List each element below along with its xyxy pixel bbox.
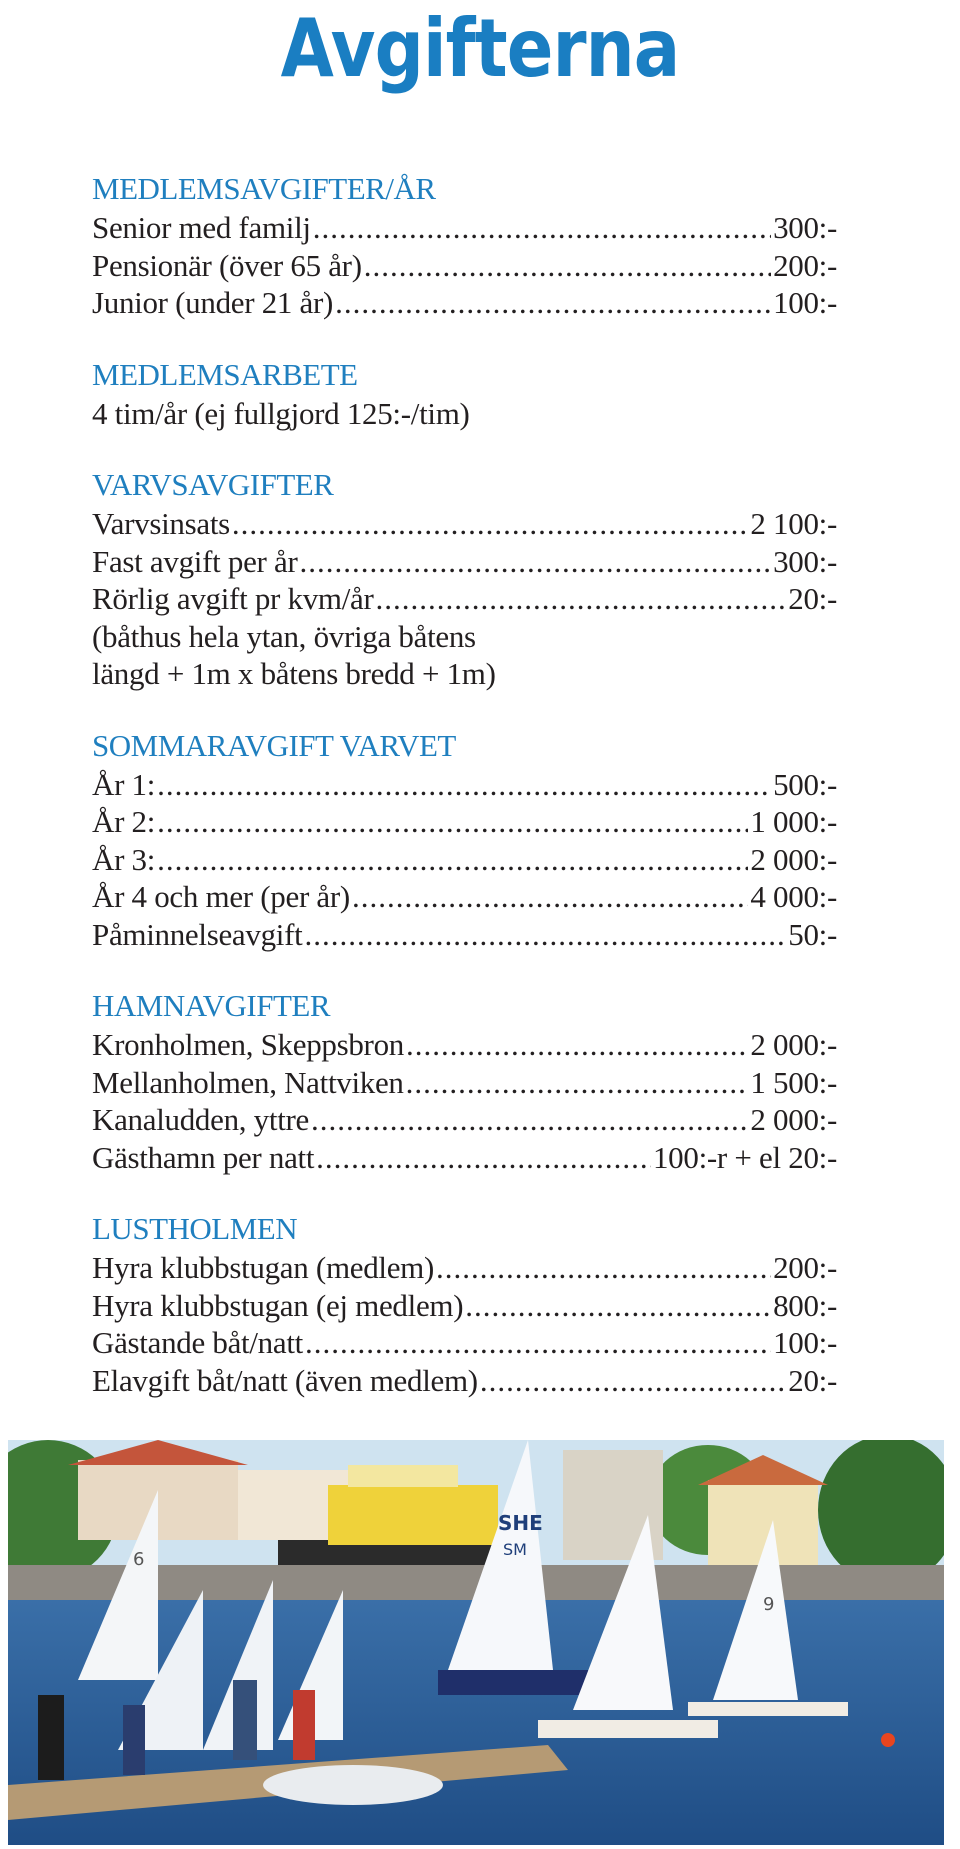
dot-leader <box>316 1139 651 1177</box>
section-heading: SOMMARAVGIFT VARVET <box>92 727 456 763</box>
fee-price: 50:- <box>788 916 837 952</box>
fee-price: 4 000:- <box>750 879 837 914</box>
fee-price: 2 100:- <box>750 506 837 541</box>
fee-section <box>92 1210 837 1399</box>
fee-label: Gästande båt/natt <box>92 1325 303 1360</box>
harbor-photo <box>8 1440 944 1845</box>
fee-price: 800:- <box>773 1287 837 1323</box>
dot-leader <box>352 878 748 916</box>
fee-row <box>92 284 837 322</box>
person <box>123 1705 145 1775</box>
fee-row <box>92 543 837 581</box>
sail-number: SHE <box>498 1511 543 1535</box>
fee-note: 4 tim/år (ej fullgjord 125:-/tim) <box>92 395 470 431</box>
fee-price: 100:- <box>773 1325 837 1360</box>
fee-row <box>92 580 837 618</box>
fee-list <box>92 170 837 1433</box>
sailboats-illustration <box>8 1440 944 1845</box>
fee-row <box>92 505 837 543</box>
fee-section <box>92 356 837 433</box>
fee-price: 100:-r + el 20:- <box>652 1139 837 1175</box>
fee-price: 300:- <box>773 543 837 579</box>
fee-label: Junior (under 21 år) <box>92 285 334 320</box>
section-heading: HAMNAVGIFTER <box>92 988 331 1023</box>
fee-price: 200:- <box>773 247 837 283</box>
person <box>293 1690 315 1760</box>
fee-section <box>92 466 837 693</box>
dot-leader <box>465 1287 771 1325</box>
fee-price: 2 000:- <box>750 1027 837 1062</box>
fee-section <box>92 987 837 1176</box>
fee-label: Mellanholmen, Nattviken <box>92 1064 404 1100</box>
section-heading: LUSTHOLMEN <box>92 1211 298 1246</box>
dot-leader <box>157 841 748 879</box>
fee-row <box>92 1249 837 1287</box>
page-title: Avgifterna <box>280 2 680 95</box>
fee-price: 500:- <box>773 766 837 802</box>
fee-section <box>92 727 837 954</box>
sail-number: SM <box>503 1540 527 1559</box>
sail-number: 6 <box>133 1549 145 1570</box>
fee-label: Kronholmen, Skeppsbron <box>92 1027 404 1062</box>
buoy <box>881 1733 895 1747</box>
fee-price: 200:- <box>773 1250 837 1285</box>
ship-superstructure <box>328 1485 498 1545</box>
dot-leader <box>406 1064 749 1102</box>
fee-note: (båthus hela ytan, övriga båtens <box>92 618 476 654</box>
fee-label: Hyra klubbstugan (ej medlem) <box>92 1287 464 1323</box>
fee-row <box>92 878 837 916</box>
dot-leader <box>232 505 748 543</box>
fee-row <box>92 1139 837 1177</box>
fee-row <box>92 1324 837 1362</box>
dot-leader <box>406 1026 748 1064</box>
fee-price: 1 500:- <box>750 1064 837 1100</box>
fee-row <box>92 1026 837 1064</box>
fee-label: Påminnelseavgift <box>92 916 303 952</box>
section-heading: MEDLEMSARBETE <box>92 356 358 392</box>
ship-bridge <box>348 1465 458 1487</box>
boat-hull <box>538 1720 718 1738</box>
dot-leader <box>436 1249 771 1287</box>
fee-price: 2 000:- <box>750 1102 837 1137</box>
sail-number: 9 <box>763 1594 775 1615</box>
fee-row <box>92 1362 837 1400</box>
boat-hull <box>688 1702 848 1716</box>
dot-leader <box>311 1101 748 1139</box>
section-heading: MEDLEMSAVGIFTER/ÅR <box>92 171 436 206</box>
fee-row <box>92 247 837 285</box>
fee-label: Pensionär (över 65 år) <box>92 247 362 283</box>
fee-price: 300:- <box>773 210 837 245</box>
person <box>233 1680 257 1760</box>
fee-price: 100:- <box>773 285 837 320</box>
fee-label: År 3: <box>92 841 156 877</box>
boat-hull <box>438 1670 588 1695</box>
fee-row <box>92 841 837 879</box>
dot-leader <box>305 1324 771 1362</box>
fee-label: Elavgift båt/natt (även medlem) <box>92 1362 478 1398</box>
fee-row <box>92 209 837 247</box>
dot-leader <box>335 284 771 322</box>
fee-row <box>92 1287 837 1325</box>
dot-leader <box>364 247 771 285</box>
fee-label: Varvsinsats <box>92 506 230 541</box>
fee-label: Senior med familj <box>92 210 311 245</box>
fee-label: Gästhamn per natt <box>92 1139 315 1175</box>
fee-label: Rörlig avgift pr kvm/år <box>92 581 374 616</box>
dot-leader <box>157 803 748 841</box>
fee-label: År 4 och mer (per år) <box>92 879 350 914</box>
person <box>38 1695 64 1780</box>
fee-section <box>92 170 837 322</box>
fee-note: längd + 1m x båtens bredd + 1m) <box>92 656 496 691</box>
dot-leader <box>313 209 771 247</box>
fee-row <box>92 1101 837 1139</box>
fee-row <box>92 1064 837 1102</box>
fee-price: 1 000:- <box>750 804 837 839</box>
fee-label: Hyra klubbstugan (medlem) <box>92 1250 435 1285</box>
fee-row <box>92 766 837 804</box>
dinghy <box>263 1765 443 1805</box>
dot-leader <box>480 1362 786 1400</box>
fee-label: Kanaludden, yttre <box>92 1102 309 1137</box>
dot-leader <box>304 916 786 954</box>
fee-price: 20:- <box>788 581 837 616</box>
fee-price: 20:- <box>788 1362 837 1398</box>
section-heading: VARVSAVGIFTER <box>92 467 334 502</box>
fee-price: 2 000:- <box>750 841 837 877</box>
dot-leader <box>376 580 787 618</box>
fee-label: Fast avgift per år <box>92 543 298 579</box>
fee-row <box>92 916 837 954</box>
fee-row <box>92 803 837 841</box>
fee-label: År 2: <box>92 804 156 839</box>
dot-leader <box>157 766 771 804</box>
fee-label: År 1: <box>92 766 156 802</box>
dot-leader <box>300 543 772 581</box>
